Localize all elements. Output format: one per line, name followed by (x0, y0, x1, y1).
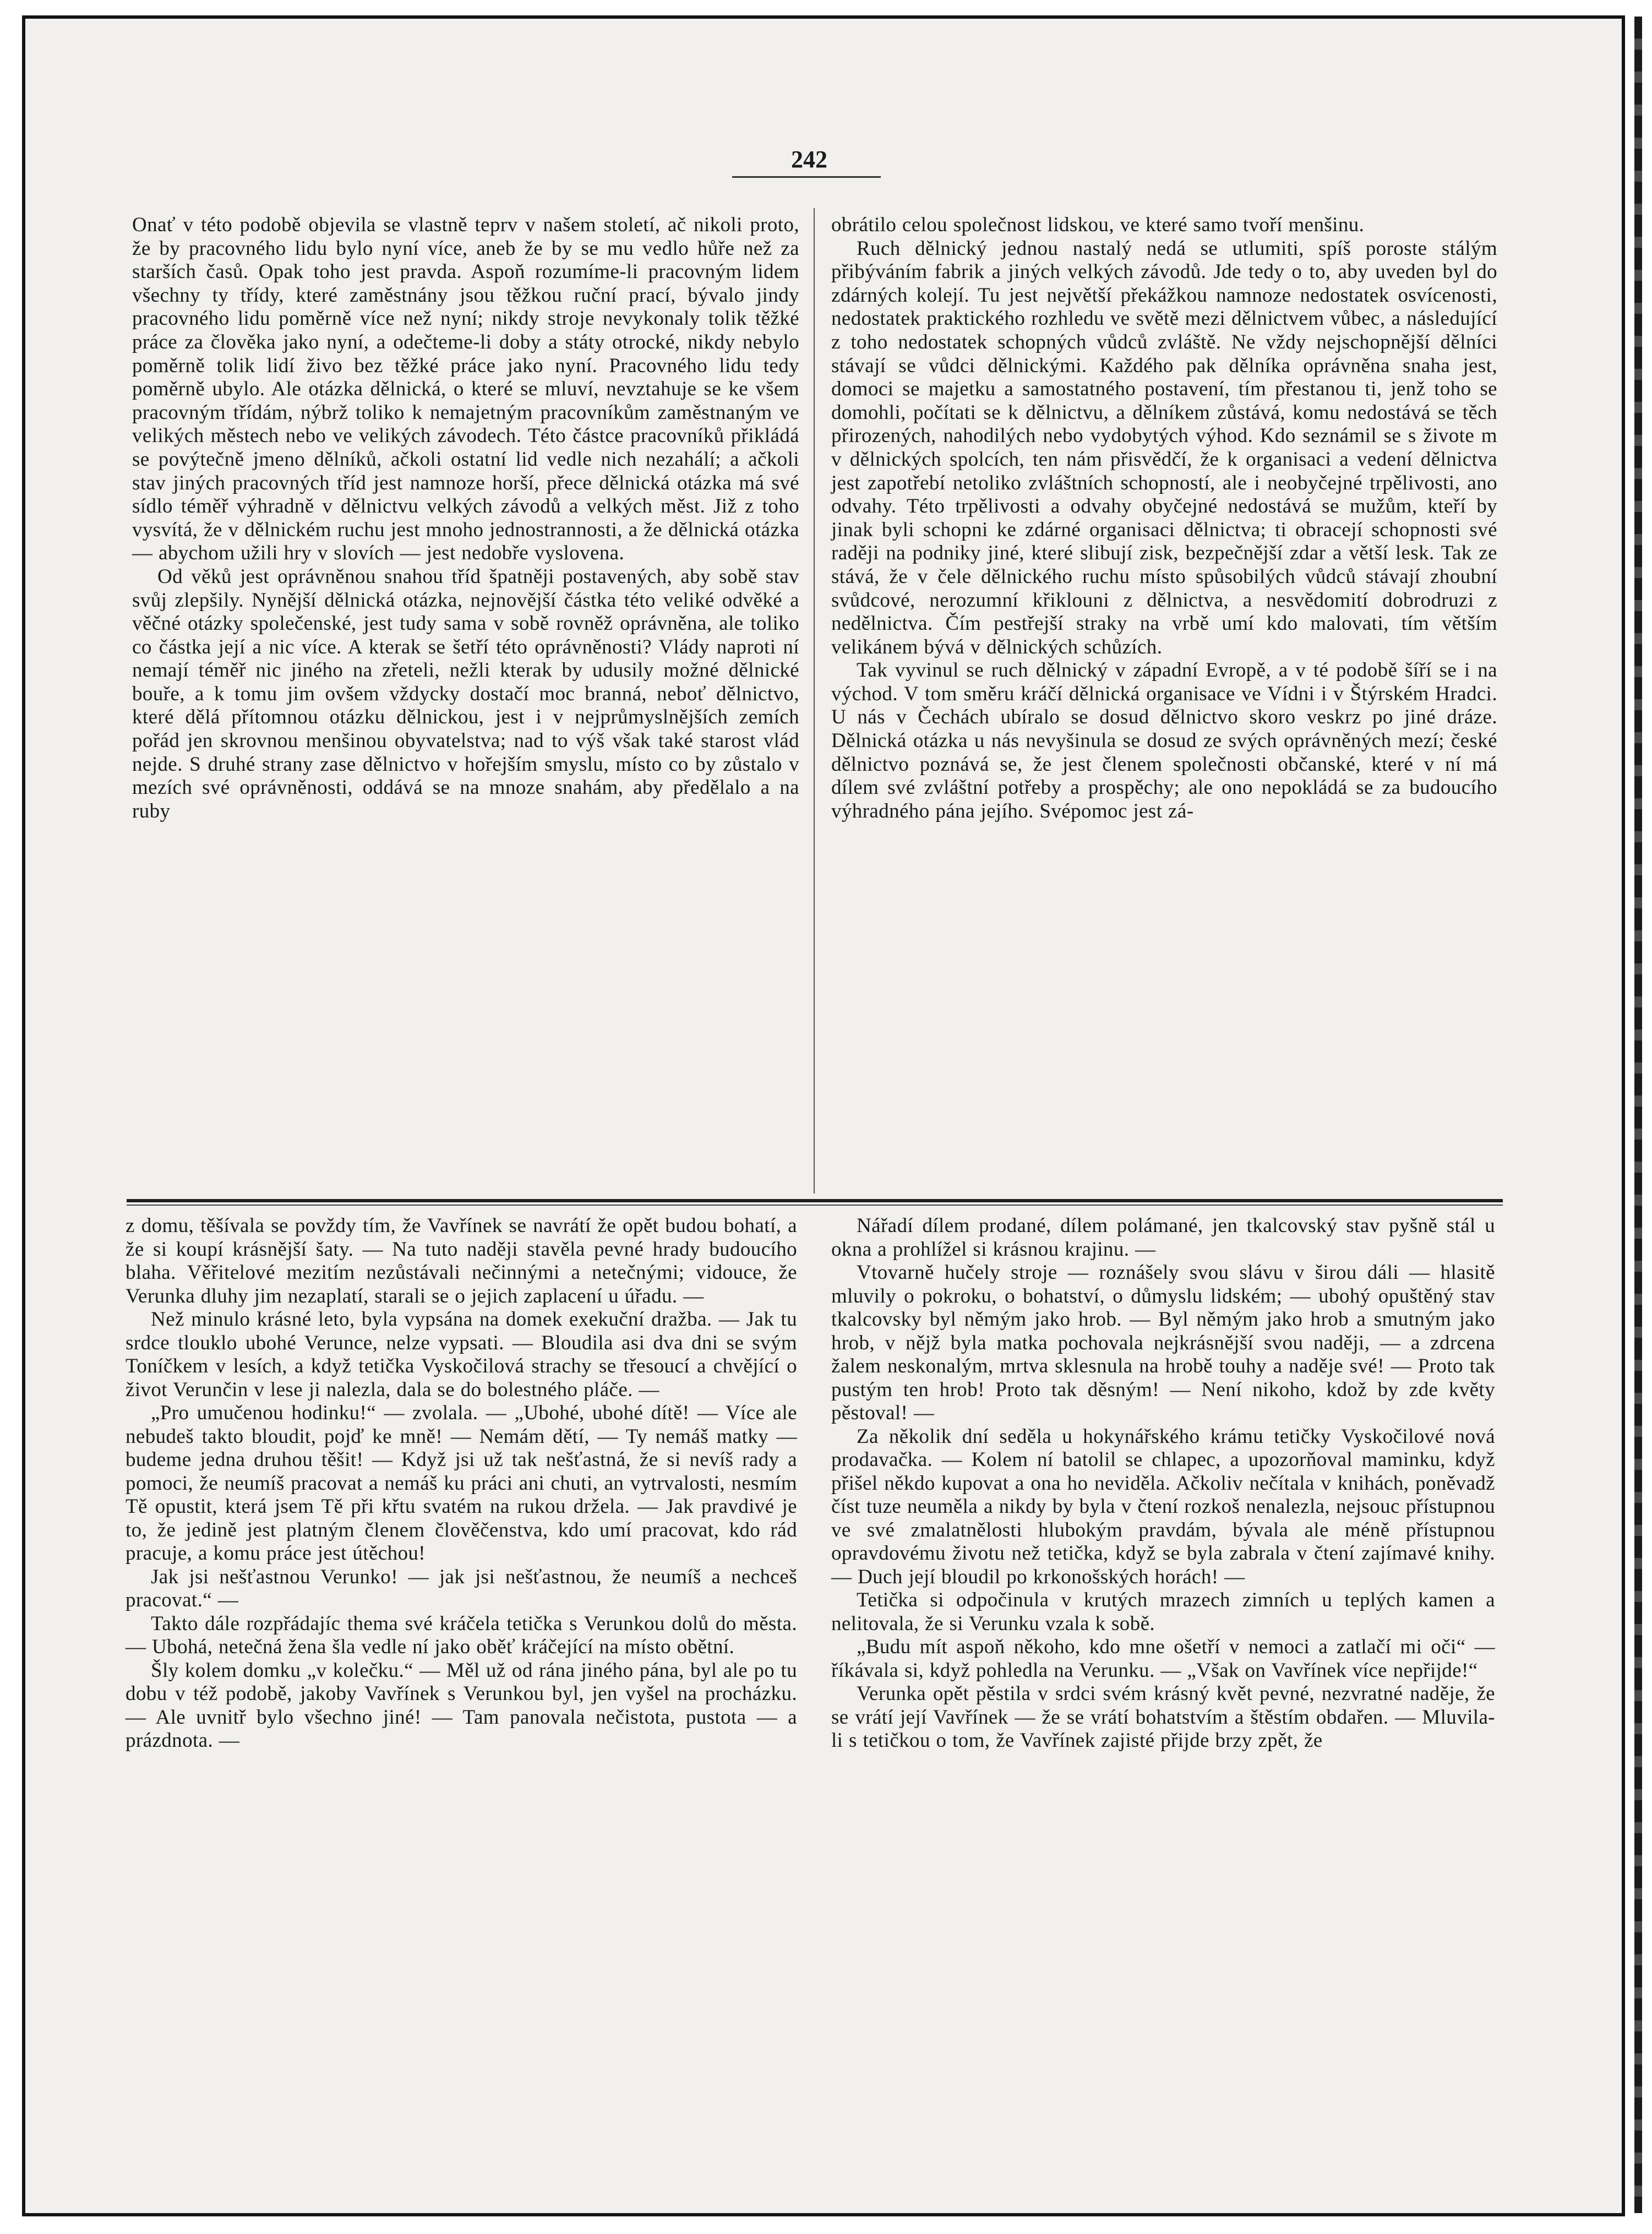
story-paragraph: Jak jsi nešťastnou Verunko! — jak jsi nešťastnou, že neumíš a nechceš pracovat.“ — (126, 1565, 797, 1611)
story-paragraph: Než minulo krásné leto, byla vypsána na domek exekuční dražba. — Jak tu srdce tlouklo ubohé Verunce, nelze vypsati. — Bloudila asi dva dni se svým Toníčkem v lesích, a když tetička Vyskočilová strachy se třesoucí a chvějící o život Verunčin v lese ji nalezla, dala se do bolestného pláče. — (126, 1308, 797, 1401)
page-number-underline (732, 176, 881, 178)
article-paragraph: obrátilo celou společnost lidskou, ve které samo tvoří menšinu. (831, 214, 1365, 236)
story-column-right (831, 1214, 1495, 1753)
story-paragraph: z domu, těšívala se povždy tím, že Vavřínek se navrátí že opět budou bohatí, a že si koupí krásnější šaty. — Na tuto naději stavěla pevné hrady budoucího blaha. Věřitelové mezitím nezůstávali nečinnými a netečnými; vidouce, že Verunka dluhy jim nezaplatí, starali se o jejich zaplacení u úřadu. — (126, 1214, 797, 1307)
article-column-right (831, 214, 1497, 823)
story-paragraph: Vtovarně hučely stroje — roznášely svou slávu v širou dáli — hlasitě mluvily o pokroku, o bohatství, o důmyslu lidském; — ubohý opuštěný stav tkalcovsky byl němým jako hrob. — Byl němým jako hrob a smutným jako hrob, v nějž byla matka pochovala nejkrásnější svou naději, — a zdrcena žalem neskonalým, mrtva sklesnula na hrobě touhy a naděje své! — Proto tak pustým ten hrob! Proto tak děsným! — Není nikoho, kdož by zde květy pěstoval! — (831, 1261, 1495, 1424)
article-paragraph: Tak vyvinul se ruch dělnický v západní Evropě, a v té podobě šíří se i na východ. V tom směru kráčí dělnická organisace ve Vídni i v Štýrském Hradci. U nás v Čechách ubíralo se dosud dělnictvo skoro veskrz po jiné dráze. Dělnická otázka u nás nevyšinula se dosud ze svých oprávněných mezí; české dělnictvo poznává se, že jest členem společnosti občanské, které v ní má dílem své zvláštní potřeby a prospěchy; ale ono nepokládá se za budoucího výhradného pána jejího. Svépomoc jest zá- (831, 659, 1497, 822)
story-paragraph: Verunka opět pěstila v srdci svém krásný květ pevné, nezvratné naděje, že se vrátí její Vavřínek — že se vrátí bohatstvím a štěstím obdařen. — Mluvila-li s tetičkou o tom, že Vavřínek zajisté přijde brzy zpět, že (831, 1682, 1495, 1752)
article-paragraph: Od věků jest oprávněnou snahou tříd špatněji postavených, aby sobě stav svůj zlepšily. Nynější dělnická otázka, nejnovější částka této veliké odvěké a věčné otázky společenské, jest tudy sama v sobě rovněž oprávněna, ale toliko co částka její a nic více. A kterak se šetří této oprávněnosti? Vlády naproti ní nemají téměř nic jiného na zřeteli, nežli kterak by udusily možné dělnické bouře, a k tomu jim ovšem vždycky dostačí moc branná, neboť dělnictvo, které dělá přítomnou otázku dělnickou, jest i v nejprůmyslnějších zemích pořád jen skrovnou menšinou obyvatelstva; nad to výš však také starost vlád nejde. S druhé strany zase dělnictvo v hořejším smyslu, místo co by zůstalo v mezích své oprávněnosti, oddává se na mnoze snahám, aby předělalo a na ruby (132, 565, 799, 822)
story-column-left (126, 1214, 797, 1753)
article-column-left (132, 214, 799, 823)
column-divider (814, 208, 815, 1194)
story-paragraph: „Budu mít aspoň někoho, kdo mne ošetří v nemoci a zatlačí mi oči“ — říkávala si, když pohledla na Verunku. — „Však on Vavřínek více nepřijde!“ (831, 1636, 1495, 1682)
story-paragraph: „Pro umučenou hodinku!“ — zvolala. — „Ubohé, ubohé dítě! — Více ale nebudeš takto bloudit, pojď ke mně! — Nemám dětí, — Ty nemáš matky — budeme jedna druhou těšit! — Když jsi už tak nešťastná, že si nevíš rady a pomoci, že neumíš pracovat a nemáš ku práci ani chuti, an vytrvalosti, nesmím Tě opustit, která jsem Tě při křtu svatém na rukou držela. — Jak pravdivé je to, že jedině jest platným členem člověčenstva, kdo umí pracovat, kdo rád pracuje, a komu práce jest útěchou! (126, 1402, 797, 1565)
scan-edge-strip (1634, 17, 1642, 2213)
article-paragraph: Ruch dělnický jednou nastalý nedá se utlumiti, spíš poroste stálým přibýváním fabrik a jiných velkých závodů. Jde tedy o to, aby uveden byl do zdárných kolejí. Tu jest největší překážkou namnoze nedostatek osvícenosti, nedostatek praktického rozhledu ve světě mezi dělnictvem vůbec, a následující z toho nedostatek schopných vůdců zvláště. Ne vždy nejschopnější dělníci stávají se vůdci dělnickými. Každého pak dělníka oprávněna snaha jest, domoci se majetku a samostatného postavení, tím přestanou ti, jenž toho se domohli, počítati se k dělnictvu, a dělníkem zůstává, komu nedostává se těch přirozených, nahodilých nebo vydobytých výhod. Kdo seznámil se s živote m v dělnických spolcích, ten nám přisvědčí, že k organisaci a vedení dělnictva jest zapotřebí netoliko zvláštních schopností, ale i neobyčejné trpělivosti, ano odvahy. Této trpělivosti a odvahy obyčejné nedostává se mužům, kteří by jinak byli schopni ke zdárné organisaci dělnictva; ti obracejí schopnosti své raději na podniky jiné, které slibují zisk, bezpečnější zdar a větší lesk. Tak ze stává, že v čele dělnického ruchu místo spůsobilých vůdců stávají zhoubní svůdcové, nerozumní křiklouni z dělnictva, a nesvědomití dobrodruzi z nedělnictva. Čím pestřejší straky na vrbě umí kdo malovati, tím větším velikánem bývá v dělnických schůzích. (831, 237, 1497, 658)
story-paragraph: Nářadí dílem prodané, dílem polámané, jen tkalcovský stav pyšně stál u okna a prohlížel si krásnou krajinu. — (831, 1214, 1495, 1261)
story-paragraph: Za několik dní seděla u hokynářského krámu tetičky Vyskočilové nová prodavačka. — Kolem ní batolil se chlapec, a upozorňoval maminku, když přišel někdo kupovat a ona ho neviděla. Ačkoliv nečítala v knihách, poněvadž číst tuze neuměla a nikdy by byla v čtení rozkoš nenalezla, nejsouc přístupnou ve své zmalatnělosti hlubokým pravdám, bývala ale méně přístupnou opravdovému životu než tetička, když se byla zabrala v čtení zajímavé knihy. — Duch její bloudil po krkonošských horách! — (831, 1425, 1495, 1588)
page-number: 242 (791, 146, 827, 173)
story-paragraph: Takto dále rozpřádajíc thema své kráčela tetička s Verunkou dolů do města. — Ubohá, netečná žena šla vedle ní jako oběť kráčející na místo obětní. (126, 1612, 797, 1658)
section-divider-thick (127, 1199, 1503, 1202)
article-paragraph: Onať v této podobě objevila se vlastně teprv v našem století, ač nikoli proto, že by pracovného lidu bylo nyní více, aneb že by se mu vedlo hůře než za starších časů. Opak toho jest pravda. Aspoň rozumíme-li pracovným lidem všechny ty třídy, které zaměstnány jsou těžkou ruční prací, bývalo jindy pracovného lidu poměrně více než nyní; nikdy stroje nevykonaly tolik těžké práce za člověka jako nyní, a odečteme-li doby a státy otrocké, nikdy nebylo poměrně tolik lidí živo bez těžké práce jako nyní. Pracovného lidu tedy poměrně ubylo. Ale otázka dělnická, o které se mluví, nevztahuje se ke všem pracovným třídám, nýbrž toliko k nemajetným pracovníkům zaměstnaným ve velikých městech nebo ve velikých závodech. Této částce pracovníků přikládá se povýtečně jmeno dělníků, ačkoli ostatní lid vedle nich nezahálí; a ačkoli stav jiných pracovných tříd jest namnoze horší, přece dělnická otázka má své sídlo téměř výhradně v dělnictvu velkých závodů a velkých měst. Již z toho vysvítá, že v dělnickém ruchu jest mnoho jednostrannosti, a že dělnická otázka — abychom užili hry v slovích — jest nedobře vyslovena. (132, 214, 799, 565)
story-paragraph: Tetička si odpočinula v krutých mrazech zimních u teplých kamen a nelitovala, že si Verunku vzala k sobě. (831, 1589, 1495, 1635)
story-paragraph: Šly kolem domku „v kolečku.“ — Měl už od rána jiného pána, byl ale po tu dobu v též podobě, jakoby Vavřínek s Verunkou byl, jen vyšel na procházku. — Ale uvnitř bylo všechno jiné! — Tam panovala nečistota, pustota — a prázdnota. — (126, 1659, 797, 1752)
section-divider-thin (127, 1205, 1503, 1206)
